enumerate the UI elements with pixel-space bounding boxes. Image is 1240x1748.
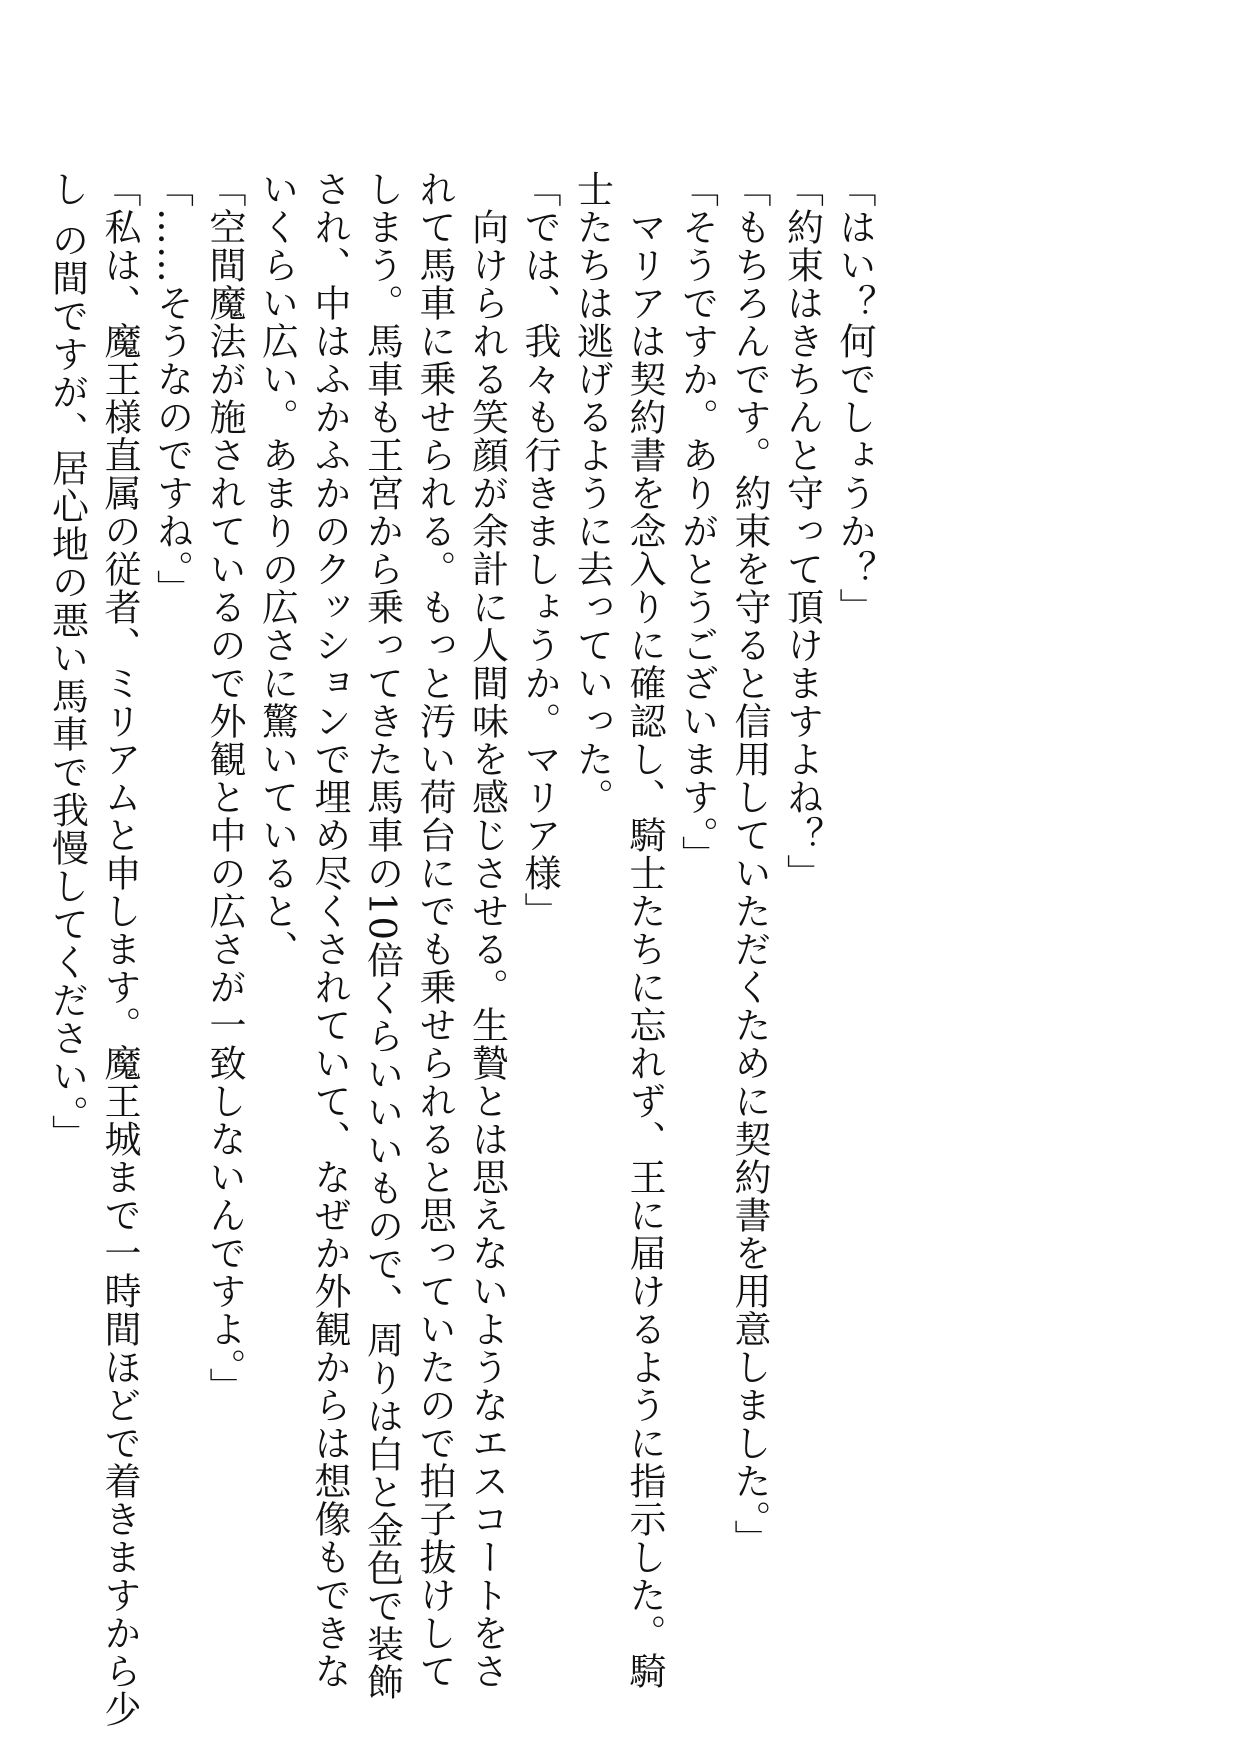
text-line: 士たちは逃げるように去っていった。	[570, 170, 614, 816]
text-line: 「……そうなのですね。」	[150, 170, 194, 608]
text-line: され、中はふかふかのクッションで埋め尽くされていて、なぜか外観からは想像もできな	[308, 170, 351, 1690]
text-line: 「空間魔法が施されているので外観と中の広さが一致しないんですよ。」	[203, 170, 246, 1406]
text-line: 「はい？何でしょうか？」	[833, 170, 876, 626]
text-line: しまう。馬車も王宮から乗ってきた馬車の10倍くらいいいもので、周りは白と金色で装飾	[360, 170, 404, 1702]
text-line: 「では、我々も行きましょうか。マリア様」	[518, 170, 561, 930]
text-line: し の間ですが、居心地の悪い馬車で我慢してください。」	[45, 170, 89, 1153]
text-line: マリアは契約書を念入りに確認し、騎士たちに忘れず、王に届けるように指示した。騎	[623, 170, 666, 1690]
text-line: 「私は、魔王様直属の従者、ミリアムと申します。魔王城まで一時間ほどで着きますから少	[98, 170, 141, 1728]
text-line: 「そうですか。ありがとうございます。」	[675, 170, 719, 874]
text-line: れて馬車に乗せられる。もっと汚い荷台にでも乗せられると思っていたので拍子抜けして	[413, 170, 456, 1690]
text-line: 「もちろんです。約束を守ると信用していただくために契約書を用意しました。」	[728, 170, 771, 1558]
text-line: 向けられる笑顔が余計に人間味を感じさせる。生贄とは思えないようなエスコートをさ	[465, 170, 509, 1690]
text-line: いくらい広い。あまりの広さに驚いていると、	[255, 170, 299, 968]
vertical-text-body	[40, 170, 880, 1728]
text-line: 「約束はきちんと守って頂けますよね？」	[780, 170, 824, 892]
